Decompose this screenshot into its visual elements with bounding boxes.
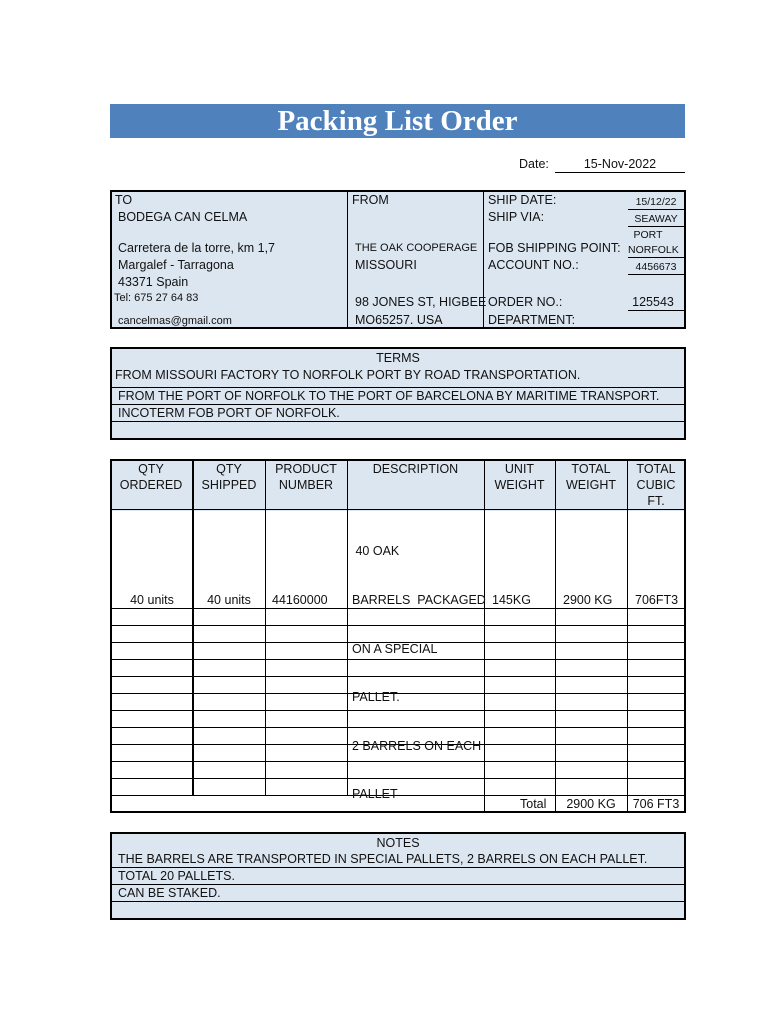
col-divider-6: [627, 460, 628, 812]
ship-via-label: SHIP VIA:: [488, 210, 545, 224]
to-address-line1: Carretera de la torre, km 1,7: [118, 241, 276, 255]
from-address-line2: MO65257. USA: [355, 313, 443, 327]
item-description: [352, 511, 486, 819]
to-address-line3: 43371 Spain: [118, 275, 189, 289]
divider-to-from: [347, 191, 348, 328]
to-label: TO: [115, 193, 133, 207]
account-value: 4456673: [635, 261, 677, 273]
department-label: DEPARTMENT:: [488, 313, 576, 327]
header-total-weight-line1: TOTAL: [571, 462, 611, 476]
header-description-line1: DESCRIPTION: [372, 462, 459, 476]
notes-line-3: CAN BE STAKED.: [118, 886, 221, 900]
item-unit-weight: 145KG: [492, 593, 531, 607]
page-title: Packing List Order: [110, 104, 685, 138]
fob-value-line2: NORFOLK: [628, 244, 679, 256]
header-qty-shipped: [193, 461, 265, 493]
header-qty-ordered: [110, 461, 192, 493]
notes-line-2: TOTAL 20 PALLETS.: [118, 869, 235, 883]
header-total-cubic: [627, 461, 685, 509]
order-label: ORDER NO.:: [488, 295, 563, 309]
date-value: 15-Nov-2022: [583, 157, 657, 171]
item-total-weight: 2900 KG: [563, 593, 613, 607]
fob-value-line1: PORT: [633, 229, 663, 241]
account-label: ACCOUNT NO.:: [488, 258, 579, 272]
header-total-weight-line2: WEIGHT: [566, 478, 616, 492]
from-state: MISSOURI: [355, 258, 417, 272]
to-address-line2: Margalef - Tarragona: [118, 258, 234, 272]
item-description-line6: PALLET: [352, 787, 398, 802]
header-unit-weight-line2: WEIGHT: [494, 478, 545, 492]
notes-rule-3: [111, 901, 685, 902]
header-qty-ordered-line1: QTY: [138, 462, 164, 476]
ship-date-underline: [628, 209, 684, 210]
header-qty-ordered-line2: ORDERED: [119, 478, 183, 492]
ship-date-label: SHIP DATE:: [488, 193, 557, 207]
terms-line-3: INCOTERM FOB PORT OF NORFOLK.: [118, 406, 340, 420]
terms-heading: TERMS: [376, 351, 420, 365]
terms-line-1: FROM MISSOURI FACTORY TO NORFOLK PORT BY ROAD TRANSPORTATION.: [115, 368, 581, 382]
order-value: 125543: [632, 295, 674, 309]
total-weight-value: 2900 KG: [566, 797, 616, 811]
from-name: THE OAK COOPERAGE: [355, 242, 478, 254]
item-qty-shipped: 40 units: [207, 593, 251, 607]
header-product-number-line2: NUMBER: [278, 478, 334, 492]
item-description-line2: BARRELS PACKAGED: [352, 593, 486, 608]
terms-line-2: FROM THE PORT OF NORFOLK TO THE PORT OF BARCELONA BY MARITIME TRANSPORT.: [118, 389, 660, 403]
fob-label: FOB SHIPPING POINT:: [488, 241, 621, 255]
item-qty-ordered: 40 units: [130, 593, 174, 607]
items-header-rule: [111, 509, 685, 510]
item-description-line4: PALLET.: [352, 690, 400, 705]
date-label: Date:: [519, 157, 549, 171]
header-unit-weight-line1: UNIT: [504, 462, 535, 476]
header-product-number: [265, 461, 347, 493]
col-divider-5: [555, 460, 556, 812]
total-cubic-value: 706 FT3: [632, 797, 680, 811]
order-underline: [628, 310, 684, 311]
notes-heading: NOTES: [376, 836, 420, 850]
total-label: Total: [520, 797, 547, 811]
item-total-cubic: 706FT3: [635, 593, 679, 607]
item-description-line1: 40 OAK: [352, 544, 400, 559]
header-total-cubic-line3: FT.: [647, 494, 665, 508]
from-address-line1: 98 JONES ST, HIGBEE: [355, 295, 487, 309]
header-qty-shipped-line2: SHIPPED: [201, 478, 257, 492]
header-total-cubic-line2: CUBIC: [636, 478, 676, 492]
header-total-cubic-line1: TOTAL: [636, 462, 676, 476]
ship-via-value: SEAWAY: [634, 213, 678, 225]
header-qty-shipped-line1: QTY: [216, 462, 242, 476]
header-description: [347, 461, 484, 477]
from-label: FROM: [352, 193, 389, 207]
fob-underline: [628, 257, 684, 258]
header-total-weight: [555, 461, 627, 493]
item-description-line5: 2 BARRELS ON EACH: [352, 738, 482, 753]
item-product-number: 44160000: [272, 593, 328, 607]
date-underline: [555, 172, 685, 173]
header-unit-weight: [484, 461, 555, 493]
to-email: cancelmas@gmail.com: [118, 315, 232, 327]
notes-line-1: THE BARRELS ARE TRANSPORTED IN SPECIAL PALLETS, 2 BARRELS ON EACH PALLET.: [118, 852, 648, 866]
header-product-number-line1: PRODUCT: [275, 462, 337, 476]
ship-date-value: 15/12/22: [635, 196, 677, 208]
account-underline: [628, 274, 684, 275]
item-description-line3: ON A SPECIAL: [352, 641, 438, 656]
terms-rule-3: [111, 421, 685, 422]
to-telephone: Tel: 675 27 64 83: [114, 292, 199, 304]
to-name: BODEGA CAN CELMA: [118, 210, 248, 224]
